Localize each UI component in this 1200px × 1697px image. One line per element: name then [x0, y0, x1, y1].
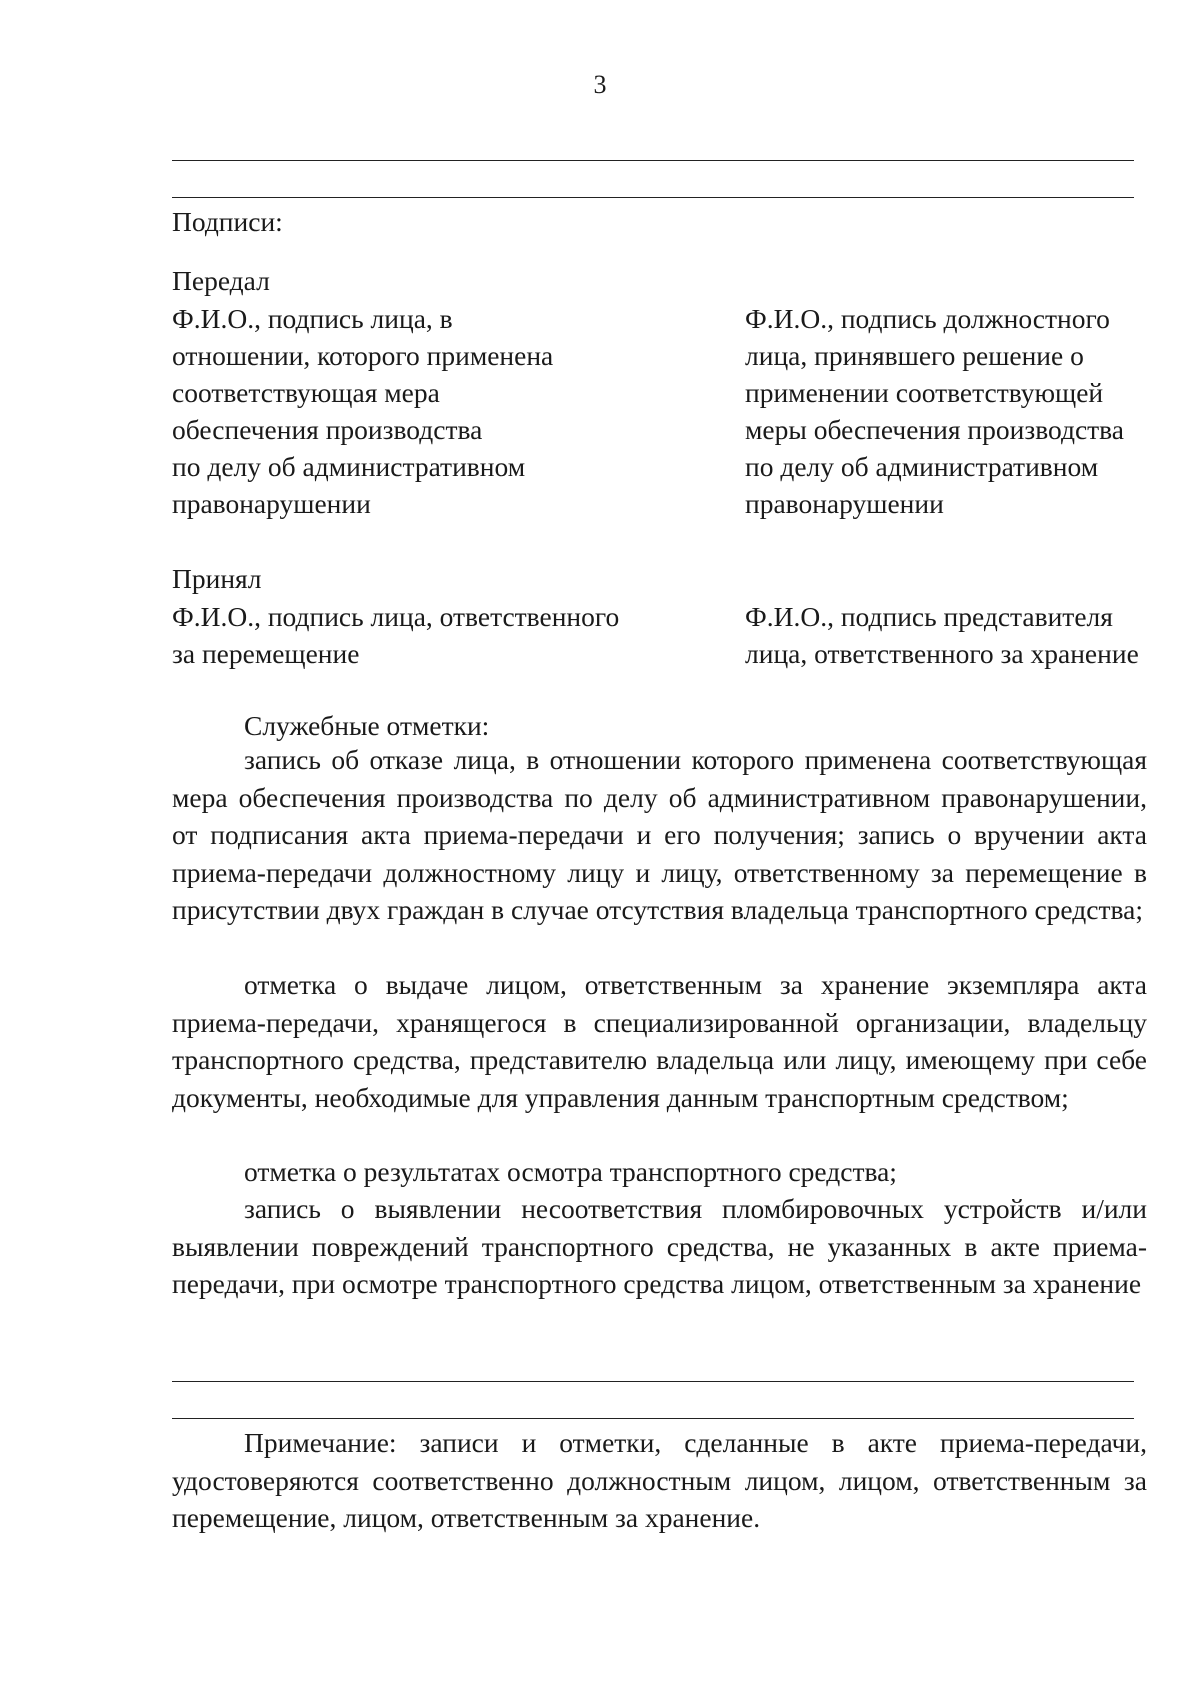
- transferred-left-line: Ф.И.О., подпись лица, в: [172, 303, 453, 334]
- accepted-label: Принял: [172, 563, 262, 594]
- signatures-heading: Подписи:: [172, 206, 283, 237]
- service-marks-paragraph: запись о выявлении несоответствия пломбировочных устройств и/или выявлении повреждений транспортного средства, не указанных в акте приема-передачи, при осмотре транспортного средства лицом, ответственным за хранение: [172, 1193, 1147, 1299]
- transferred-right-line: правонарушении: [745, 488, 944, 519]
- page-number: 3: [593, 70, 607, 99]
- transferred-left-line: соответствующая мера: [172, 377, 440, 408]
- service-marks-paragraph: отметка о результатах осмотра транспортного средства;: [244, 1156, 897, 1187]
- transferred-left-line: по делу об административном: [172, 451, 526, 482]
- transferred-left-line: обеспечения производства: [172, 414, 483, 445]
- accepted-right-line: лица, ответственного за хранение: [745, 638, 1139, 669]
- accepted-right-line: Ф.И.О., подпись представителя: [745, 601, 1113, 632]
- transferred-left-line: правонарушении: [172, 488, 371, 519]
- transferred-right-line: Ф.И.О., подпись должностного: [745, 303, 1110, 334]
- blank-line-1: [172, 160, 1134, 161]
- accepted-left-line: Ф.И.О., подпись лица, ответственного: [172, 601, 620, 632]
- blank-line-4: [172, 1418, 1134, 1419]
- blank-line-2: [172, 197, 1134, 198]
- note-paragraph: Примечание: записи и отметки, сделанные в акте приема-передачи, удостоверяются соответственно должностным лицом, лицом, ответственным за перемещение, лицом, ответственным за хранение.: [172, 1427, 1147, 1533]
- transferred-label: Передал: [172, 265, 270, 296]
- blank-line-3: [172, 1381, 1134, 1382]
- transferred-right-line: по делу об административном: [745, 451, 1099, 482]
- transferred-right-line: лица, принявшего решение о: [745, 340, 1084, 371]
- transferred-left-line: отношении, которого применена: [172, 340, 554, 371]
- accepted-left-line: за перемещение: [172, 638, 360, 669]
- service-marks-heading: Служебные отметки:: [244, 710, 490, 741]
- service-marks-paragraph: отметка о выдаче лицом, ответственным за хранение экземпляра акта приема-передачи, хранящегося в специализированной организации, владельцу транспортного средства, представителю владельца или лицу, имеющему при себе документы, необходимые для управления данным транспортным средством;: [172, 969, 1147, 1113]
- transferred-right-line: применении соответствующей: [745, 377, 1104, 408]
- service-marks-paragraph: запись об отказе лица, в отношении которого применена соответствующая мера обеспечения производства по делу об административном правонарушении, от подписания акта приема-передачи и его получения; запись о вручении акта приема-передачи должностному лицу и лицу, ответственному за перемещение в присутствии двух граждан в случае отсутствия владельца транспортного средства;: [172, 744, 1147, 925]
- transferred-right-line: меры обеспечения производства: [745, 414, 1125, 445]
